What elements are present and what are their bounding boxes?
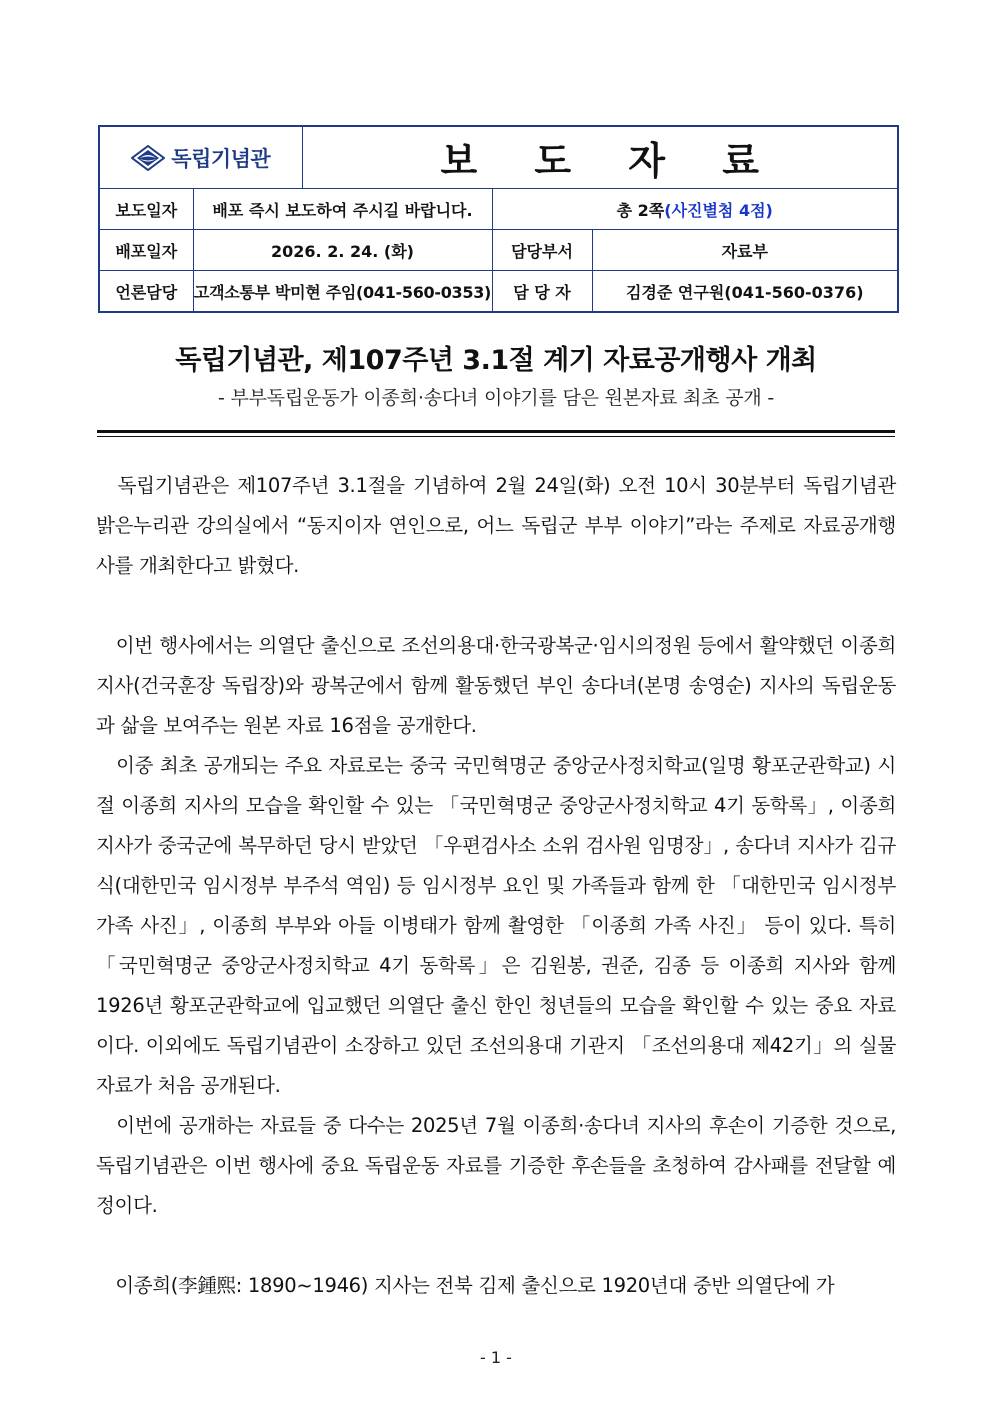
- department-label: 담당부서: [492, 230, 592, 271]
- page-number: - 1 -: [480, 1348, 512, 1367]
- release-date-value: 배포 즉시 보도하여 주시길 바랍니다.: [193, 189, 492, 230]
- press-contact-value: 고객소통부 박미현 주임(041-560-0353): [193, 271, 492, 313]
- distribution-date-label: 배포일자: [99, 230, 193, 271]
- independence-hall-logo-icon: [131, 145, 165, 171]
- person-in-charge-value: 김경준 연구원(041-560-0376): [592, 271, 898, 313]
- logo-text: 독립기념관: [171, 146, 271, 171]
- subheadline: - 부부독립운동가 이종희·송다녀 이야기를 담은 원본자료 최초 공개 -: [217, 387, 775, 409]
- department-value: 자료부: [592, 230, 898, 271]
- press-release-title: 보 도 자 료: [302, 126, 898, 189]
- paragraph: 이종희(李鍾熙: 1890~1946) 지사는 전북 김제 출신으로 1920년대 중반 의열단에 가: [96, 1274, 835, 1297]
- paragraph: 독립기념관은 제107주년 3.1절을 기념하여 2월 24일(화) 오전 10시 30분부터 독립기념관 밝은누리관 강의실에서 “동지이자 연인으로, 어느 독립군 부부 이야기”라는 주제로 자료공개행사를 개최한다고 밝혔다.: [96, 474, 896, 577]
- press-contact-label: 언론담당: [99, 271, 193, 313]
- logo-cell: [99, 126, 302, 189]
- paragraph: 이번에 공개하는 자료들 중 다수는 2025년 7월 이종희·송다녀 지사의 후손이 기증한 것으로, 독립기념관은 이번 행사에 중요 독립운동 자료를 기증한 후손들을 초청하여 감사패를 전달할 예정이다.: [96, 1114, 896, 1217]
- paragraph: 이번 행사에서는 의열단 출신으로 조선의용대·한국광복군·임시의정원 등에서 활약했던 이종희 지사(건국훈장 독립장)와 광복군에서 함께 활동했던 부인 송다녀(본명 송영순) 지사의 독립운동과 삶을 보여주는 원본 자료 16점을 공개한다.: [96, 634, 896, 737]
- press-header-table: [98, 125, 899, 313]
- article-body: [96, 466, 896, 1306]
- photo-attachment-note: (사진별첨 4점): [664, 200, 773, 220]
- person-in-charge-label: 담 당 자: [492, 271, 592, 313]
- double-rule-thin: [97, 436, 895, 437]
- distribution-date-value: 2026. 2. 24. (화): [193, 230, 492, 271]
- double-rule-thick: [97, 430, 895, 433]
- page-count: 총 2쪽(사진별첨 4점): [492, 189, 898, 230]
- release-date-label: 보도일자: [99, 189, 193, 230]
- headline: 독립기념관, 제107주년 3.1절 계기 자료공개행사 개최: [175, 345, 817, 376]
- paragraph: 이중 최초 공개되는 주요 자료로는 중국 국민혁명군 중앙군사정치학교(일명 황포군관학교) 시절 이종희 지사의 모습을 확인할 수 있는 「국민혁명군 중앙군사정치학교 4기 동학록」, 이종희 지사가 중국군에 복무하던 당시 받았던 「우편검사소 소위 검사원 임명장」, 송다녀 지사가 김규식(대한민국 임시정부 부주석 역임) 등 임시정부 요인 및 가족들과 함께 한 「대한민국 임시정부 가족 사진」, 이종희 부부와 아들 이병태가 함께 촬영한 「이종희 가족 사진」 등이 있다. 특히 「국민혁명군 중앙군사정치학교 4기 동학록」은 김원봉, 권준, 김종 등 이종희 지사와 함께 1926년 황포군관학교에 입교했던 의열단 출신 한인 청년들의 모습을 확인할 수 있는 중요 자료이다. 이외에도 독립기념관이 소장하고 있던 조선의용대 기관지 「조선의용대 제42기」의 실물 자료가 처음 공개된다.: [96, 754, 896, 1097]
